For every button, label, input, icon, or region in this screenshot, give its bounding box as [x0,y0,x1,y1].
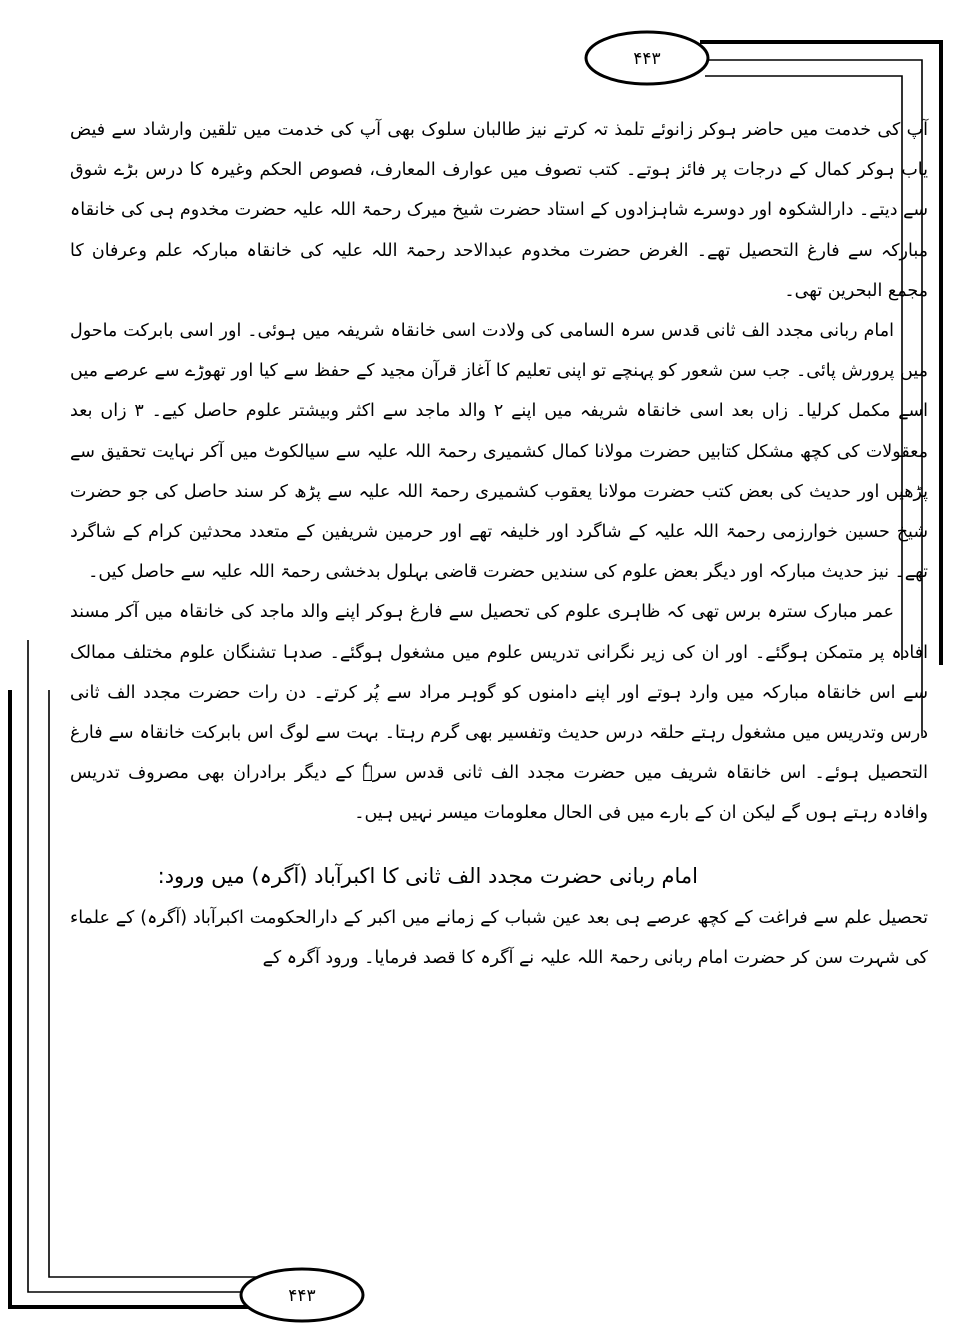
page-number-bottom: ۴۴۳ [288,1286,316,1306]
paragraph-agra-arrival: تحصیل علم سے فراغت کے کچھ عرصے ہی بعد عین شباب کے زمانے میں اکبر کے دارالحکومت اکبرآباد (آگرہ) کے علماء کی شہرت سن کر حضرت امام ربانی رحمۃ اللہ علیہ نے آگرہ کا قصد فرمایا۔ ورود آگرہ کے [70,907,928,968]
section-heading: امام ربانی حضرت مجدد الف ثانی کا اکبرآباد (آگرہ) میں ورود: [157,863,698,888]
page-number-top: ۴۴۳ [633,49,661,69]
page-body [70,110,928,978]
paragraph-khanqah: آپ کی خدمت میں حاضر ہوکر زانوئے تلمذ تہ کرتے نیز طالبان سلوک بھی آپ کی خدمت میں تلقین وارشاد سے فیض یاب ہوکر کمال کے درجات پر فائز ہوتے۔ کتب تصوف میں عوارف المعارف، فصوص الحکم وغیرہ کا درس بڑے شوق سے دیتے۔ دارالشکوہ اور دوسرے شاہزادوں کے استاد حضرت شیخ میرک رحمۃ اللہ علیہ حضرت مخدوم ہی کی خانقاہ مبارکہ سے فارغ التحصیل تھے۔ الغرض حضرت مخدوم عبدالاحد رحمۃ اللہ علیہ کی خانقاہ مبارکہ علم وعرفان کا مجمع البحرین تھی۔ [70,120,928,301]
paragraph-teaching: عمر مبارک سترہ برس تھی کہ ظاہری علوم کی تحصیل سے فارغ ہوکر اپنے والد ماجد کی خانقاہ میں آکر مسند افادہ پر متمکن ہوگئے۔ اور ان کی زیر نگرانی تدریس علوم میں مشغول ہوگئے۔ صدہا تشنگان علوم مختلف ممالک سے اس خانقاہ مبارکہ میں وارد ہوتے اور اپنے دامنوں کو گوہر مراد سے پُر کرتے۔ دن رات حضرت مجدد الف ثانی درس وتدریس میں مشغول رہتے حلقہ درس حدیث وتفسیر بھی گرم رہتا۔ بہت سے لوگ اس بابرکت خانقاہ سے فارغ التحصیل ہوئے۔ اس خانقاہ شریف میں حضرت مجدد الف ثانی قدس سرہٗ کے دیگر برادران بھی مصروف تدریس وافادہ رہتے ہوں گے لیکن ان کے بارے میں فی الحال معلومات میسر نہیں ہیں۔ [70,602,928,824]
paragraph-birth-education: امام ربانی مجدد الف ثانی قدس سرہ السامی کی ولادت اسی خانقاہ شریفہ میں ہوئی۔ اور اسی بابرکت ماحول میں پرورش پائی۔ جب سن شعور کو پہنچے تو اپنی تعلیم کا آغاز قرآن مجید کے حفظ سے کیا اور تھوڑے سے عرصے میں اسے مکمل کرلیا۔ زاں بعد اسی خانقاہ شریفہ میں اپنے ۲ والد ماجد سے اکثر وبیشتر علوم حاصل کیے۔ ۳ زاں بعد معقولات کی کچھ مشکل کتابیں حضرت مولانا کمال کشمیری رحمۃ اللہ علیہ سے سیالکوٹ میں آکر نہایت تحقیق سے پڑھیں اور حدیث کی بعض کتب حضرت مولانا یعقوب کشمیری رحمۃ اللہ علیہ سے پڑھ کر سند حاصل کی جو حضرت شیخ حسین خوارزمی رحمۃ اللہ علیہ کے شاگرد اور خلیفہ تھے اور حرمین شریفین کے متعدد محدثین کرام کے شاگرد تھے۔ نیز حدیث مبارکہ اور دیگر بعض علوم کی سندیں حضرت قاضی بہلول بدخشی رحمۃ اللہ علیہ سے حاصل کیں۔ [70,321,928,583]
